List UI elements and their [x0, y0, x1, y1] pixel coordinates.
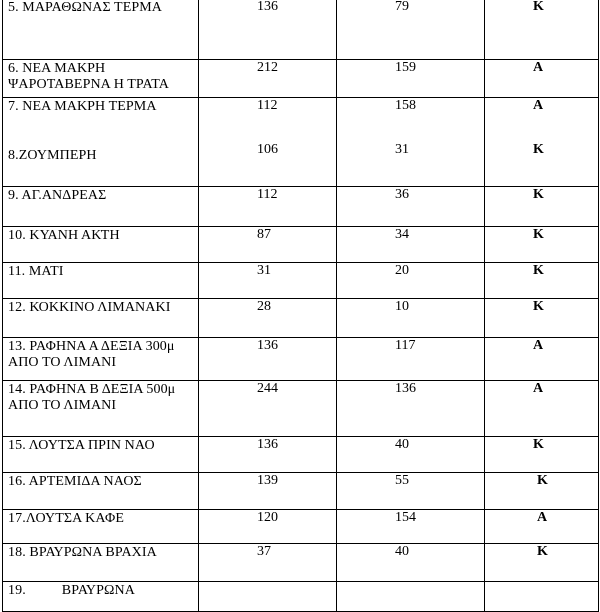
value-a: 112: [257, 187, 278, 202]
class-cell: [485, 299, 599, 338]
class-letter: Κ: [537, 544, 548, 559]
location-cell: [3, 0, 199, 60]
value-a-cell: [199, 510, 337, 544]
value-a-cell: [199, 227, 337, 263]
class-letter: Κ: [533, 0, 544, 14]
class-cell: [485, 60, 599, 98]
value-a-cell: [199, 437, 337, 473]
class-letter: Κ: [533, 299, 544, 314]
location-name: 6. ΝΕΑ ΜΑΚΡΗ ΨΑΡΟΤΑΒΕΡΝΑ Η ΤΡΑΤΑ: [8, 61, 169, 92]
table-row: [3, 473, 599, 510]
value-a: 106: [257, 141, 278, 157]
location-cell: [3, 510, 199, 544]
value-a: 136: [257, 0, 278, 14]
location-name: 18. ΒΡΑΥΡΩΝΑ ΒΡΑΧΙΑ: [8, 545, 157, 560]
value-a: 139: [257, 473, 278, 488]
value-b: 40: [395, 544, 409, 559]
value-b-cell: [337, 142, 485, 187]
value-a-cell: [199, 60, 337, 98]
value-a: 136: [257, 437, 278, 452]
value-b-cell: [337, 381, 485, 437]
value-a: 87: [257, 227, 271, 242]
class-letter: [485, 582, 598, 585]
value-b: 40: [395, 437, 409, 452]
value-a-cell: [199, 98, 337, 142]
value-a: 37: [257, 544, 271, 559]
table-row: [3, 510, 599, 544]
value-b: 34: [395, 227, 409, 242]
value-b-cell: [337, 187, 485, 227]
location-cell: [3, 263, 199, 299]
value-b-cell: [337, 510, 485, 544]
value-b: 55: [395, 473, 409, 488]
value-b-cell: [337, 0, 485, 60]
class-letter: Κ: [537, 473, 548, 488]
table-row: [3, 142, 599, 187]
value-b-cell: [337, 227, 485, 263]
value-a: [199, 582, 336, 585]
class-cell: [485, 582, 599, 612]
table-row: [3, 582, 599, 612]
value-a-cell: [199, 381, 337, 437]
table-row: [3, 544, 599, 582]
table-row: [3, 0, 599, 60]
location-cell: [3, 60, 199, 98]
location-name: 10. ΚΥΑΝΗ ΑΚΤΗ: [8, 228, 120, 243]
table-row: [3, 187, 599, 227]
value-b: 158: [395, 98, 416, 113]
location-name: 12. ΚΟΚΚΙΝΟ ΛΙΜΑΝΑΚΙ: [8, 300, 171, 315]
value-b: 10: [395, 299, 409, 314]
value-b-cell: [337, 263, 485, 299]
class-letter: Κ: [533, 227, 544, 242]
class-cell: [485, 98, 599, 142]
class-letter: Κ: [533, 437, 544, 452]
value-b-cell: [337, 437, 485, 473]
class-cell: [485, 437, 599, 473]
value-a: 244: [257, 381, 278, 396]
location-name: 5. ΜΑΡΑΘΩΝΑΣ ΤΕΡΜΑ: [8, 0, 162, 15]
location-name: 17.ΛΟΥΤΣΑ ΚΑΦΕ: [8, 511, 124, 526]
value-b: 117: [395, 338, 416, 353]
value-b: 36: [395, 187, 409, 202]
value-a-cell: [199, 0, 337, 60]
value-b: 154: [395, 510, 416, 525]
location-cell: [3, 299, 199, 338]
location-name: 15. ΛΟΥΤΣΑ ΠΡΙΝ ΝΑΟ: [8, 438, 155, 453]
value-a-cell: [199, 299, 337, 338]
value-a-cell: [199, 338, 337, 381]
value-b: 136: [395, 381, 416, 396]
class-letter: Κ: [533, 141, 544, 157]
value-b: [337, 582, 484, 585]
location-name: 9. ΑΓ.ΑΝΔΡΕΑΣ: [8, 188, 107, 203]
location-name: 16. ΑΡΤΕΜΙΔΑ ΝΑΟΣ: [8, 474, 142, 489]
class-letter: Α: [533, 98, 544, 113]
value-b: 20: [395, 263, 409, 278]
class-letter: Α: [537, 510, 548, 525]
class-cell: [485, 227, 599, 263]
location-cell: [3, 381, 199, 437]
class-letter: Α: [533, 338, 544, 353]
value-b: 79: [395, 0, 409, 14]
location-cell: [3, 142, 199, 187]
class-cell: [485, 473, 599, 510]
location-cell: [3, 338, 199, 381]
value-b-cell: [337, 473, 485, 510]
class-cell: [485, 338, 599, 381]
table-row: [3, 299, 599, 338]
class-cell: [485, 381, 599, 437]
class-cell: [485, 263, 599, 299]
value-a: 212: [257, 60, 278, 75]
location-name: 8.ΖΟΥΜΠΕΡΗ: [8, 147, 97, 163]
location-cell: [3, 98, 199, 142]
location-name: 19. ΒΡΑΥΡΩΝΑ: [8, 583, 135, 598]
location-cell: [3, 227, 199, 263]
location-name: 13. ΡΑΦΗΝΑ Α ΔΕΞΙΑ 300μ ΑΠΟ ΤΟ ΛΙΜΑΝΙ: [8, 339, 175, 370]
class-cell: [485, 187, 599, 227]
table-row: [3, 98, 599, 142]
location-cell: [3, 187, 199, 227]
value-b-cell: [337, 338, 485, 381]
value-b-cell: [337, 582, 485, 612]
beach-measurements-table: [2, 0, 599, 612]
table-row: [3, 437, 599, 473]
table-row: [3, 381, 599, 437]
location-name: 7. ΝΕΑ ΜΑΚΡΗ ΤΕΡΜΑ: [8, 99, 157, 114]
table-row: [3, 60, 599, 98]
class-cell: [485, 544, 599, 582]
location-name: 14. ΡΑΦΗΝΑ Β ΔΕΞΙΑ 500μ ΑΠΟ ΤΟ ΛΙΜΑΝΙ: [8, 382, 176, 413]
value-a: 28: [257, 299, 271, 314]
value-a-cell: [199, 473, 337, 510]
class-letter: Α: [533, 60, 544, 75]
value-b-cell: [337, 299, 485, 338]
location-cell: [3, 582, 199, 612]
value-b-cell: [337, 60, 485, 98]
value-b-cell: [337, 544, 485, 582]
value-a-cell: [199, 187, 337, 227]
class-letter: Κ: [533, 187, 544, 202]
value-a: 31: [257, 263, 271, 278]
location-cell: [3, 473, 199, 510]
value-a: 136: [257, 338, 278, 353]
location-cell: [3, 544, 199, 582]
value-a-cell: [199, 263, 337, 299]
value-b: 159: [395, 60, 416, 75]
table-row: [3, 227, 599, 263]
value-a-cell: [199, 142, 337, 187]
location-cell: [3, 437, 199, 473]
value-a-cell: [199, 544, 337, 582]
class-cell: [485, 142, 599, 187]
value-a: 112: [257, 98, 278, 113]
value-b-cell: [337, 98, 485, 142]
class-letter: Α: [533, 381, 544, 396]
table-row: [3, 263, 599, 299]
location-name: 11. ΜΑΤΙ: [8, 264, 64, 279]
table-row: [3, 338, 599, 381]
class-letter: Κ: [533, 263, 544, 278]
value-a-cell: [199, 582, 337, 612]
value-a: 120: [257, 510, 278, 525]
class-cell: [485, 510, 599, 544]
class-cell: [485, 0, 599, 60]
value-b: 31: [395, 141, 409, 157]
